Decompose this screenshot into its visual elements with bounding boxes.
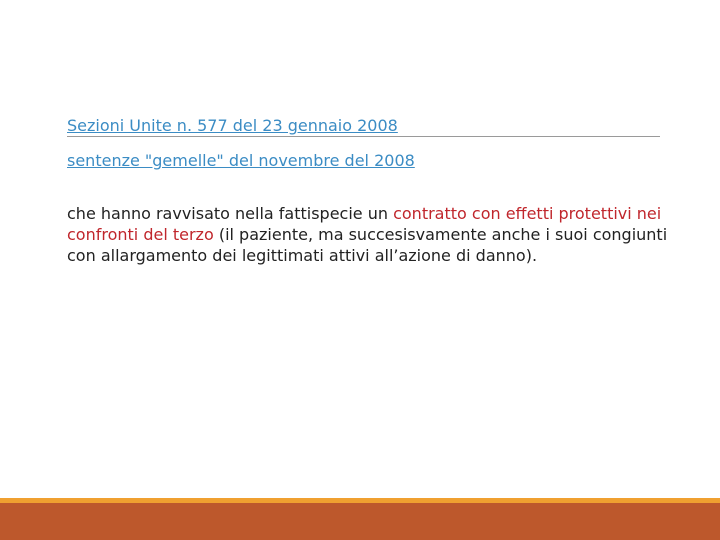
- divider-line: [67, 136, 660, 137]
- body-text-part-1: che hanno ravvisato nella fattispecie un: [67, 204, 394, 223]
- footer-band: [0, 503, 720, 540]
- highlighted-text: contratto con effetti protettivi nei confronti del terzo: [67, 204, 662, 244]
- body-paragraph: [67, 203, 677, 266]
- link-sezioni-unite[interactable]: Sezioni Unite n. 577 del 23 gennaio 2008: [67, 116, 398, 135]
- link-sentenze-gemelle[interactable]: sentenze "gemelle" del novembre del 2008: [67, 151, 415, 170]
- body-text-part-2: (il paziente, ma succesisvamente anche i suoi congiunti con allargamento dei legittimati attivi all’azione di danno).: [67, 225, 668, 265]
